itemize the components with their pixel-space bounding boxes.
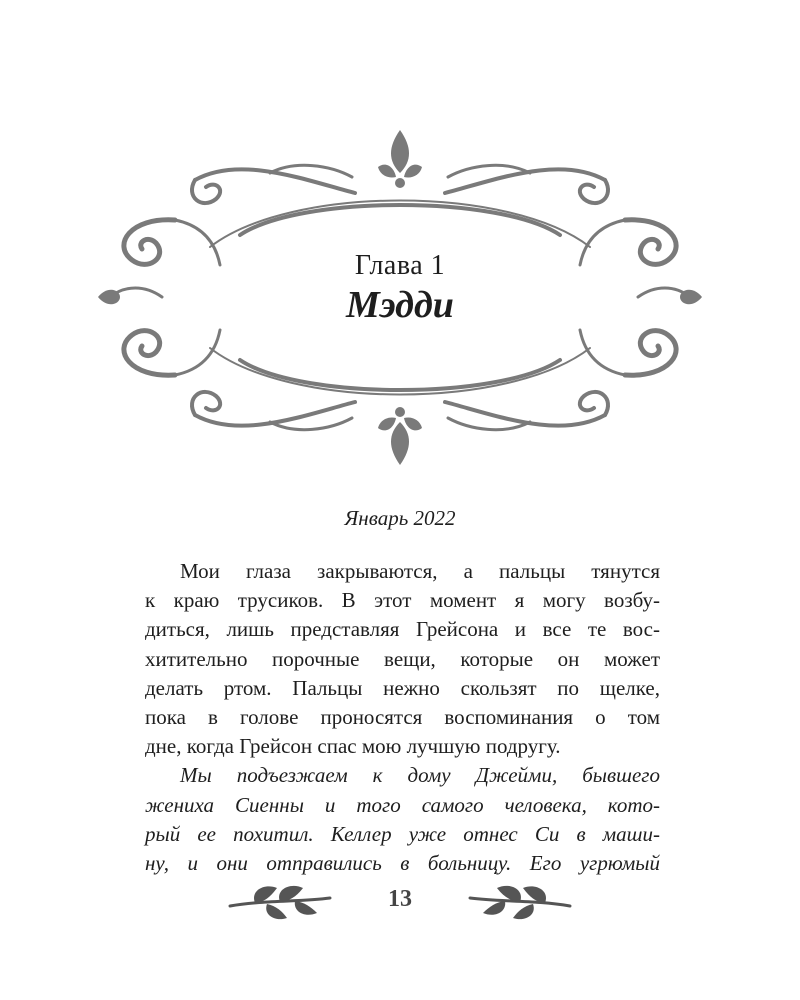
text-line: хитительно порочные вещи, которые он может: [145, 646, 660, 671]
chapter-number: Глава 1: [354, 250, 446, 281]
leaf-sprig-icon: [465, 880, 575, 924]
body-text: [145, 557, 660, 878]
text-line: дне, когда Грейсон спас мою лучшую подругу.: [145, 734, 561, 759]
text-line: Мои глаза закрываются, а пальцы тянутся: [180, 559, 660, 583]
date-heading: Январь 2022: [344, 506, 456, 530]
page-footer: [0, 872, 800, 932]
page-number: 13: [388, 886, 412, 912]
text-line: жениха Сиенны и того самого человека, кото-: [145, 792, 660, 817]
chapter-title: Мэдди: [346, 284, 454, 326]
text-line: Мы подъезжаем к дому Джейми, бывшего: [180, 763, 660, 788]
text-line: к краю трусиков. В этот момент я могу возбу-: [145, 588, 660, 613]
text-line: рый ее похитил. Келлер уже отнес Си в маши-: [145, 821, 660, 846]
text-line: пока в голове проносятся воспоминания о том: [145, 704, 660, 729]
text-line: диться, лишь представляя Грейсона и все те вос-: [145, 617, 660, 642]
text-line: ну, и они отправились в больницу. Его угрюмый: [145, 850, 660, 875]
text-line: делать ртом. Пальцы нежно скользят по щелке,: [145, 675, 660, 700]
